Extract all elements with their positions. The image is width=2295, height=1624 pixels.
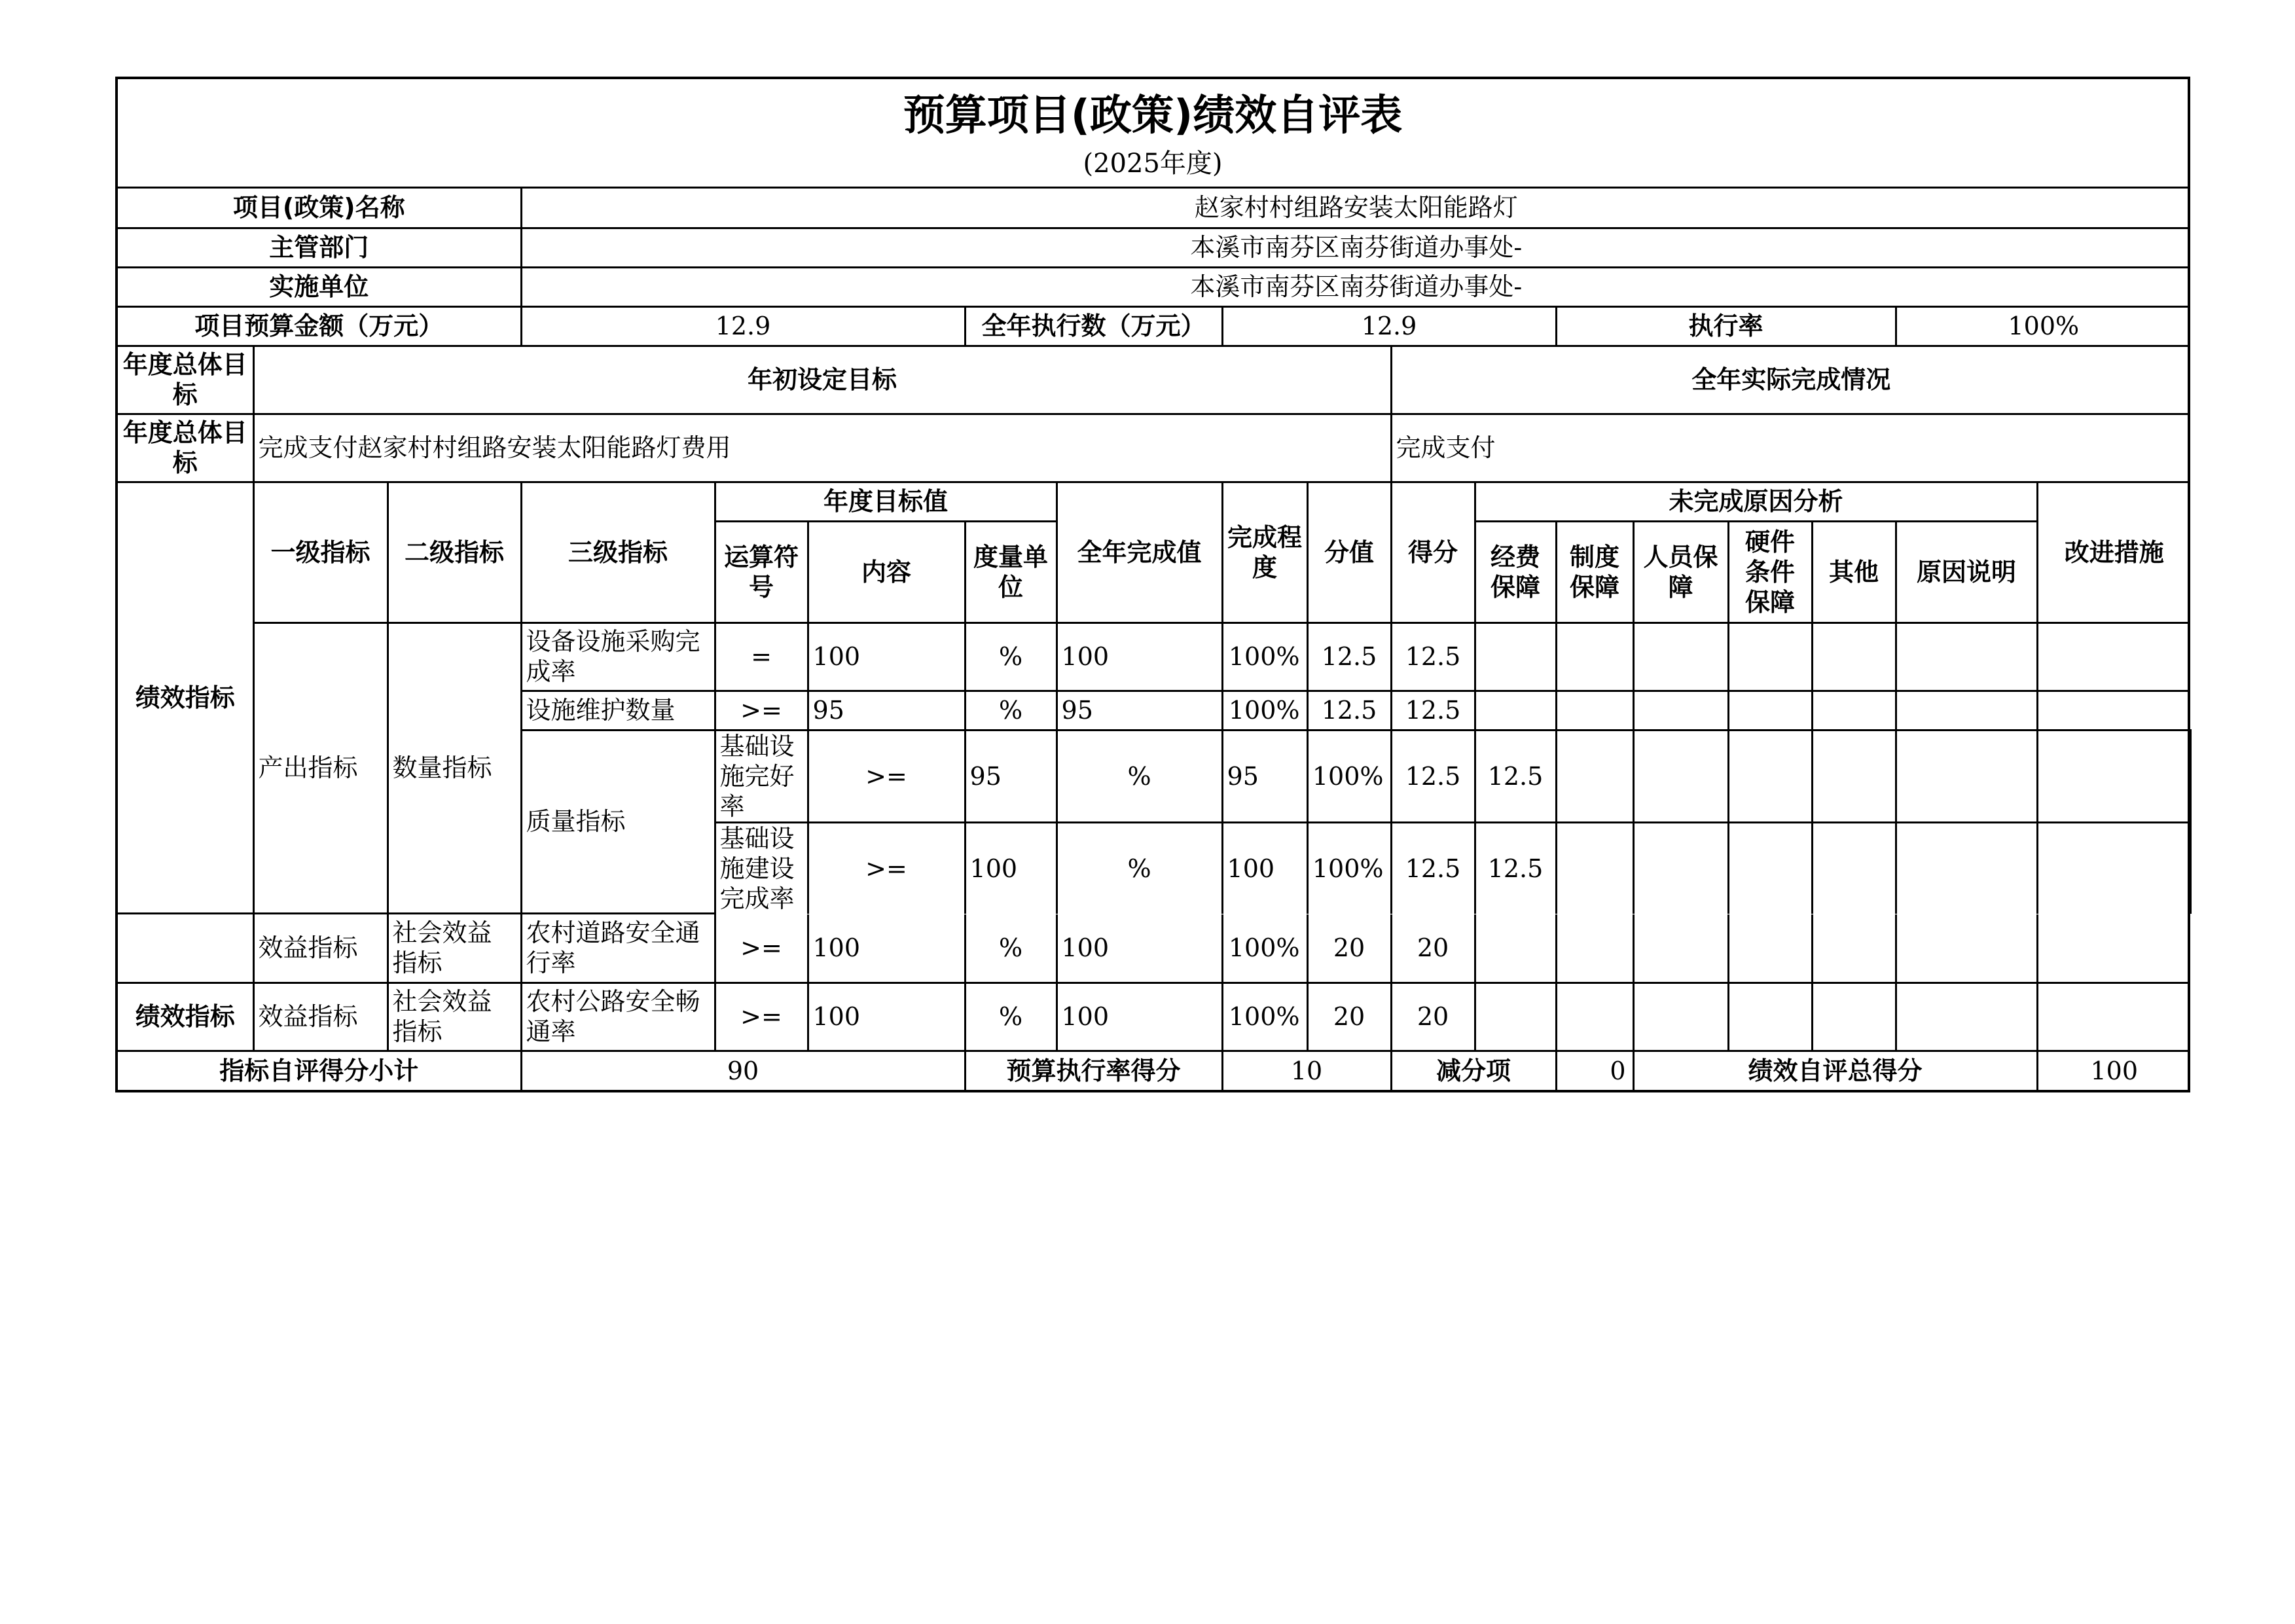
title-block [118, 79, 2188, 189]
reason-cell [1633, 983, 1728, 1051]
form-year: (2025年度) [1083, 149, 1223, 179]
reason-cell [1556, 623, 1633, 691]
indicator-operator: >= [808, 822, 965, 914]
indicator-name: 设备设施采购完成率 [521, 623, 715, 691]
initial-goal-header: 年初设定目标 [253, 346, 1391, 414]
group-output: 产出指标 [253, 623, 388, 914]
indicator-score: 12.5 [1391, 691, 1475, 730]
reason-cell [1896, 623, 2037, 691]
indicator-content: 100 [808, 623, 965, 691]
indicator-name: 基础设施完好率 [715, 730, 808, 822]
row-indicator-header-1 [118, 482, 2190, 521]
executed-label: 全年执行数（万元） [965, 306, 1222, 346]
indicator-actual: 100 [1222, 822, 1307, 914]
indicator-completion: 100% [1307, 730, 1391, 822]
indicator-actual: 100 [1057, 914, 1222, 983]
reason-cell [1728, 623, 1812, 691]
indicator-completion: 100% [1222, 914, 1307, 983]
indicator-operator: >= [715, 914, 808, 983]
indicator-operator: >= [808, 730, 965, 822]
indicator-actual: 95 [1057, 691, 1222, 730]
reason-cell [1475, 983, 1556, 1051]
indicator-score: 12.5 [1391, 623, 1475, 691]
group-benefit: 效益指标 [253, 914, 388, 983]
budget-score-value: 10 [1222, 1051, 1391, 1090]
goals-row-label: 年度总体目标 [118, 346, 253, 414]
level3-header: 三级指标 [521, 482, 715, 623]
indicator-content: 95 [808, 691, 965, 730]
indicator-completion: 100% [1307, 822, 1391, 914]
executed-value: 12.9 [1222, 306, 1556, 346]
improve-cell [2037, 914, 2190, 983]
target-group-header: 年度目标值 [715, 482, 1057, 521]
score-header: 得分 [1391, 482, 1475, 623]
reason-staff-header: 人员保障 [1633, 521, 1728, 623]
indicator-unit: % [965, 983, 1057, 1051]
indicator-completion: 100% [1222, 623, 1307, 691]
indicator-score: 12.5 [1475, 730, 1556, 822]
deduct-value: 0 [1556, 1051, 1633, 1090]
goals-row-label-2: 年度总体目标 [118, 414, 253, 482]
improve-cell [2037, 691, 2190, 730]
reason-cell [1556, 914, 1633, 983]
group-social: 社会效益指标 [388, 914, 521, 983]
table-row [118, 623, 2190, 691]
reason-cell [1475, 623, 1556, 691]
reason-hardware-header: 硬件条件保障 [1728, 521, 1812, 623]
indicator-unit: % [965, 914, 1057, 983]
indicator-weight: 12.5 [1307, 691, 1391, 730]
reason-cell [1728, 691, 1812, 730]
reason-cell [1896, 822, 2037, 914]
indicator-content: 95 [965, 730, 1057, 822]
budget-label: 项目预算金额（万元） [118, 306, 521, 346]
row-dept [118, 228, 2190, 267]
reason-cell [1556, 730, 1633, 822]
reason-cell [1812, 983, 1896, 1051]
row-footer [118, 1051, 2190, 1090]
reason-cell [1475, 691, 1556, 730]
indicator-name: 农村公路安全畅通率 [521, 983, 715, 1051]
indicator-score: 20 [1391, 983, 1475, 1051]
row-goals [118, 414, 2190, 482]
content-header: 内容 [808, 521, 965, 623]
reason-funding-header: 经费保障 [1475, 521, 1556, 623]
indicator-content: 100 [808, 914, 965, 983]
actual-goal-header: 全年实际完成情况 [1391, 346, 2190, 414]
budget-score-label: 预算执行率得分 [965, 1051, 1222, 1090]
group-quality: 质量指标 [521, 730, 715, 914]
indicator-unit: % [1057, 822, 1222, 914]
reason-cell [1556, 822, 1633, 914]
reason-other-header: 其他 [1812, 521, 1896, 623]
group-benefit-2: 效益指标 [253, 983, 388, 1051]
indicator-weight: 20 [1307, 983, 1391, 1051]
reason-system-header: 制度保障 [1556, 521, 1633, 623]
table-row [118, 914, 2190, 983]
form-title: 预算项目(政策)绩效自评表 [903, 92, 1403, 140]
reason-cell [1633, 623, 1728, 691]
indicator-unit: % [1057, 730, 1222, 822]
indicator-operator: >= [715, 983, 808, 1051]
row-budget [118, 306, 2190, 346]
reason-cell [1475, 914, 1556, 983]
indicator-actual: 100 [1057, 623, 1222, 691]
reason-cell [1812, 914, 1896, 983]
group-quantity: 数量指标 [388, 623, 521, 914]
reason-cell [1633, 914, 1728, 983]
reason-cell [1812, 691, 1896, 730]
reason-cell [2037, 822, 2190, 914]
reason-cell [1812, 822, 1896, 914]
reason-cell [1556, 983, 1633, 1051]
indicator-unit: % [965, 623, 1057, 691]
indicator-completion: 100% [1222, 691, 1307, 730]
project-name-label: 项目(政策)名称 [118, 189, 521, 228]
total-label: 绩效自评总得分 [1633, 1051, 2037, 1090]
row-project-name [118, 189, 2190, 228]
perf-indicator-label-2: 绩效指标 [118, 983, 253, 1051]
actual-goal: 完成支付 [1391, 414, 2190, 482]
indicator-name: 设施维护数量 [521, 691, 715, 730]
indicator-weight: 12.5 [1391, 822, 1475, 914]
indicator-name: 农村道路安全通行率 [521, 914, 715, 983]
reason-desc-header: 原因说明 [1896, 521, 2037, 623]
indicator-name: 基础设施建设完成率 [715, 822, 808, 914]
initial-goal: 完成支付赵家村村组路安装太阳能路灯费用 [253, 414, 1391, 482]
self-evaluation-form [115, 77, 2190, 1092]
indicator-content: 100 [965, 822, 1057, 914]
reason-cell [1896, 730, 2037, 822]
project-name-value: 赵家村村组路安装太阳能路灯 [521, 189, 2190, 228]
indicator-weight: 12.5 [1391, 730, 1475, 822]
level2-header: 二级指标 [388, 482, 521, 623]
indicator-unit: % [965, 691, 1057, 730]
evaluation-table-lower [118, 914, 2190, 1090]
indicator-content: 100 [808, 983, 965, 1051]
reason-cell [1896, 691, 2037, 730]
indicator-completion: 100% [1222, 983, 1307, 1051]
indicator-operator: >= [715, 691, 808, 730]
subtotal-value: 90 [521, 1051, 965, 1090]
indicator-operator: = [715, 623, 808, 691]
improve-cell [2037, 983, 2190, 1051]
deduct-label: 减分项 [1391, 1051, 1556, 1090]
indicator-score: 12.5 [1475, 822, 1556, 914]
budget-value: 12.9 [521, 306, 965, 346]
indicator-weight: 20 [1307, 914, 1391, 983]
indicator-score: 20 [1391, 914, 1475, 983]
total-value: 100 [2037, 1051, 2190, 1090]
reason-cell [1896, 914, 2037, 983]
reason-cell [1728, 822, 1812, 914]
reason-cell [1728, 983, 1812, 1051]
improve-cell [2037, 623, 2190, 691]
reason-cell [1633, 822, 1728, 914]
dept-label: 主管部门 [118, 228, 521, 267]
dept-value: 本溪市南芬区南芬街道办事处- [521, 228, 2190, 267]
weight-header: 分值 [1307, 482, 1391, 623]
reason-cell [1633, 730, 1728, 822]
perf-indicator-label: 绩效指标 [118, 482, 253, 914]
operator-header: 运算符号 [715, 521, 808, 623]
table-row [118, 983, 2190, 1051]
reason-cell [1812, 623, 1896, 691]
indicator-weight: 12.5 [1307, 623, 1391, 691]
reason-cell [1812, 730, 1896, 822]
evaluation-table [118, 189, 2190, 914]
reason-cell [1728, 730, 1812, 822]
row-goals-header [118, 346, 2190, 414]
reason-cell [1556, 691, 1633, 730]
rate-value: 100% [1896, 306, 2190, 346]
subtotal-label: 指标自评得分小计 [118, 1051, 521, 1090]
improve-header: 改进措施 [2037, 482, 2190, 623]
unit-header: 度量单位 [965, 521, 1057, 623]
reason-cell [1728, 914, 1812, 983]
unit-value: 本溪市南芬区南芬街道办事处- [521, 267, 2190, 306]
row-unit [118, 267, 2190, 306]
reason-cell [1633, 691, 1728, 730]
group-social-2: 社会效益指标 [388, 983, 521, 1051]
reason-cell [1896, 983, 2037, 1051]
reason-cell [2037, 730, 2190, 822]
rate-label: 执行率 [1556, 306, 1896, 346]
indicator-actual: 100 [1057, 983, 1222, 1051]
completion-header: 完成程度 [1222, 482, 1307, 623]
level1-header: 一级指标 [253, 482, 388, 623]
indicator-actual: 95 [1222, 730, 1307, 822]
actual-value-header: 全年完成值 [1057, 482, 1222, 623]
unit-label: 实施单位 [118, 267, 521, 306]
reason-group-header: 未完成原因分析 [1475, 482, 2037, 521]
